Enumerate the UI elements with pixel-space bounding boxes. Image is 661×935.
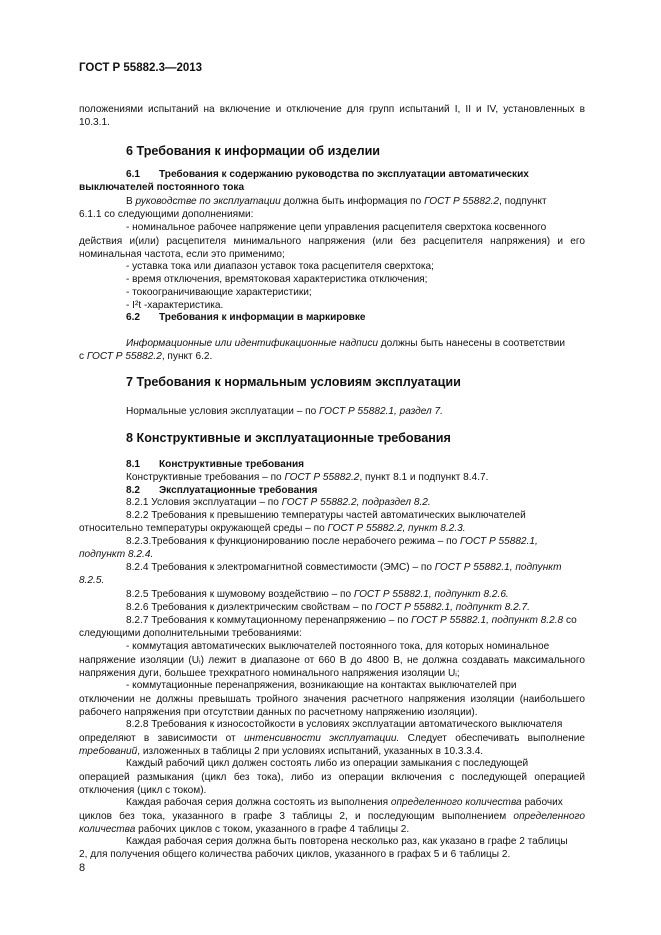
section-6-1-paragraph-cont: 6.1.1 со следующими дополнениями: — [79, 209, 254, 220]
para-8-2-3: 8.2.3.Требования к функционированию после нерабочего режима – по ГОСТ Р 55882.1, — [126, 536, 538, 547]
list-item: - номинальное рабочее напряжение цепи управления расцепителя сверхтока косвенного — [126, 222, 547, 233]
cycle-paragraph-cont: операцией размыкания (цикл без тока), либо из операции включения с последующей операцией отключения (цикл с током). — [79, 772, 585, 797]
para-8-2-6: 8.2.6 Требования к диэлектрическим свойствам – по ГОСТ Р 55882.1, подпункт 8.2.7. — [126, 602, 530, 613]
section-8-2-number: 8.2 — [126, 485, 141, 496]
intro-paragraph: положениями испытаний на включение и отключение для групп испытаний I, II и IV, установленных в 10.3.1. — [79, 104, 585, 129]
para-8-2-3-cont: подпункт 8.2.4. — [79, 549, 154, 560]
section-8-1-title: Конструктивные требования — [159, 459, 305, 470]
list-item: - коммутационные перенапряжения, возникающие на контактах выключателей при — [126, 680, 517, 691]
list-item-cont: напряжение изоляции (Uᵢ) лежит в диапазоне от 660 В до 4800 В, не должна создавать максимального напряжения дуги, большее трехкратного номинального напряжения изоляции Uᵢ; — [79, 655, 585, 680]
section-8-2-title: Эксплуатационные требования — [159, 485, 318, 496]
section-6-1-title-line1: Требования к содержанию руководства по эксплуатации автоматических — [159, 169, 529, 180]
section-6-1-paragraph: В руководстве по эксплуатации должна быть информация по ГОСТ Р 55882.2, подпункт — [126, 196, 547, 207]
section-6-2-paragraph-cont: с ГОСТ Р 55882.2, пункт 6.2. — [79, 351, 213, 362]
para-8-2-5: 8.2.5 Требования к шумовому воздействию – по ГОСТ Р 55882.1, подпункт 8.2.6. — [126, 589, 509, 600]
para-8-2-8: 8.2.8 Требования к износостойкости в условиях эксплуатации автоматического выключателя — [126, 719, 563, 730]
repeat-paragraph: Каждая рабочая серия должна быть повторена несколько раз, как указано в графе 2 таблицы — [126, 836, 568, 847]
repeat-paragraph-cont: 2, для получения общего количества рабочих циклов, указанного в графах 5 и 6 таблицы 2. — [79, 849, 511, 860]
para-8-2-2-cont: относительно температуры окружающей среды – по ГОСТ Р 55882.2, пункт 8.2.3. — [79, 523, 466, 534]
para-8-2-1: 8.2.1 Условия эксплуатации – по ГОСТ Р 55882.2, подраздел 8.2. — [126, 497, 431, 508]
section-8-1-number: 8.1 — [126, 459, 141, 470]
section-8-1-paragraph: Конструктивные требования – по ГОСТ Р 55882.2, пункт 8.1 и подпункт 8.4.7. — [126, 472, 489, 483]
document-code-header: ГОСТ Р 55882.3—2013 — [79, 62, 203, 74]
para-8-2-4-cont: 8.2.5. — [79, 575, 105, 586]
para-8-2-7-cont: следующими дополнительными требованиями: — [79, 628, 302, 639]
list-item: - коммутация автоматических выключателей постоянного тока, для которых номинальное — [126, 641, 550, 652]
list-item-cont: действия и(или) расцепителя минимального напряжения (или без расцепителя напряжения) и его номинальная частота, если это применимо; — [79, 236, 585, 261]
list-item: - время отключения, времятоковая характеристика отключения; — [126, 274, 428, 285]
list-item-cont: отключении не должны превышать тройного значения расчетного напряжения изоляции (наибольшего рабочего напряжения при отсутствии данных по расчетному напряжению изоляции). — [79, 694, 585, 719]
section-6-1-title-line2: выключателей постоянного тока — [79, 182, 245, 193]
para-8-2-8-cont: определяют в зависимости от интенсивности эксплуатации. Следует обеспечивать выполнение требований, изложенных в таблицы 2 при условиях испытаний, указанных в 10.3.3.4. — [79, 733, 585, 758]
list-item: - уставка тока или диапазон уставок тока расцепителя сверхтока; — [126, 261, 434, 272]
section-8-title: 8 Конструктивные и эксплуатационные требования — [126, 431, 451, 445]
section-7-paragraph: Нормальные условия эксплуатации – по ГОСТ Р 55882.1, раздел 7. — [126, 406, 443, 417]
para-8-2-7: 8.2.7 Требования к коммутационному перенапряжению – по ГОСТ Р 55882.1, подпункт 8.2.8 со — [126, 615, 577, 626]
cycle-paragraph: Каждый рабочий цикл должен состоять либо из операции замыкания с последующей — [126, 758, 529, 769]
para-8-2-2: 8.2.2 Требования к превышению температуры частей автоматических выключателей — [126, 510, 526, 521]
section-6-1-number: 6.1 — [126, 169, 141, 180]
section-6-2-title: Требования к информации в маркировке — [159, 312, 366, 323]
series-paragraph: Каждая рабочая серия должна состоять из выполнения определенного количества рабочих — [126, 797, 563, 808]
para-8-2-4: 8.2.4 Требования к электромагнитной совместимости (ЭМС) – по ГОСТ Р 55882.1, подпункт — [126, 562, 562, 573]
list-item: - токоограничивающие характеристики; — [126, 287, 312, 298]
section-6-title: 6 Требования к информации об изделии — [126, 144, 381, 158]
section-7-title: 7 Требования к нормальным условиям эксплуатации — [126, 375, 461, 389]
section-6-2-paragraph: Информационные или идентификационные надписи должны быть нанесены в соответствии — [126, 338, 566, 349]
list-item: - I²t -характеристика. — [126, 300, 224, 311]
section-6-2-number: 6.2 — [126, 312, 141, 323]
series-paragraph-cont: циклов без тока, указанного в графе 3 таблицы 2, и последующим выполнением определенного количества рабочих циклов с током, указанного в графе 4 таблицы 2. — [79, 811, 585, 836]
page-number: 8 — [79, 862, 86, 874]
